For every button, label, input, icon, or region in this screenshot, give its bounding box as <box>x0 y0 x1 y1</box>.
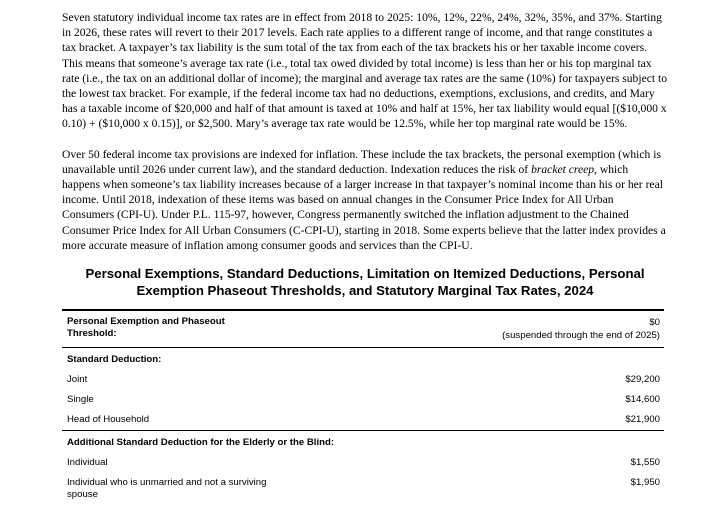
table-row-personal-exemption <box>62 311 664 348</box>
personal-exemption-value-cell <box>502 316 660 342</box>
paragraph-tax-rates: Seven statutory individual income tax rates are in effect from 2018 to 2025: 10%, 12%, 22%, 24%, 32%, 35%, and 37%. Starting in 2026, these rates will revert to their 2017 levels. Each rate applies to a different range of income, and that range constitutes a tax bracket. A taxpayer’s tax liability is the sum total of the tax from each of the tax brackets his or her taxable income covers. This means that someone’s average tax rate (i.e., total tax owed divided by total income) is less than her or his top marginal tax rate (i.e., the tax on an additional dollar of income); the marginal and average tax rates are the same (10%) for taxpayers subject to the lowest tax bracket. For example, if the federal income tax had no deductions, exemptions, exclusions, and credits, and Mary has a taxable income of $20,000 and half of that amount is taxed at 10% and half at 15%, her tax liability would equal [($10,000 x 0.10) + ($10,000 x 0.15)], or $2,500. Mary’s average tax rate would be 12.5%, while her top marginal rate would be 15%. <box>62 11 667 131</box>
row-label-unmarried-individual: Individual who is unmarried and not a surviving spouse <box>67 477 267 501</box>
row-label-single: Single <box>67 394 94 406</box>
row-value-unmarried-individual: $1,950 <box>630 477 660 489</box>
paragraph-indexation-part-2: , which happens when someone’s tax liability increases because of a larger increase in that taxpayer’s nominal income than his or her real income. Until 2018, indexation of these items was based on annual changes in the Consumer Price Index for All Urban Consumers (CPI-U). Under P.L. 115-97, however, Congress permanently switched the inflation adjustment to the Chained Consumer Price Index for All Urban Consumers (C-CPI-U), starting in 2018. Some experts believe that the latter index provides a more accurate measure of inflation among consumer goods and services than the CPI-U. <box>62 162 666 252</box>
paragraph-indexation <box>62 147 668 253</box>
table-row <box>62 390 664 410</box>
table-row <box>62 410 664 430</box>
row-value-joint: $29,200 <box>625 374 660 386</box>
tax-parameters-table <box>62 309 664 505</box>
row-label-head-of-household: Head of Household <box>67 414 150 426</box>
table-row <box>62 473 664 505</box>
table-title: Personal Exemptions, Standard Deductions, Limitation on Itemized Deductions, Personal Exemption Phaseout Thresholds, and Statutory Marginal Tax Rates, 2024 <box>85 266 645 298</box>
row-label-individual: Individual <box>67 457 108 469</box>
table-row <box>62 453 664 473</box>
additional-deduction-heading: Additional Standard Deduction for the Elderly or the Blind: <box>67 437 335 449</box>
personal-exemption-value: $0 <box>649 317 660 329</box>
row-label-joint: Joint <box>67 374 88 386</box>
standard-deduction-section <box>62 348 664 431</box>
bracket-creep-term: bracket creep <box>531 162 595 176</box>
personal-exemption-note: (suspended through the end of 2025) <box>502 330 660 342</box>
document-page <box>62 10 668 505</box>
additional-deduction-section <box>62 431 664 505</box>
table-row <box>62 370 664 390</box>
standard-deduction-heading: Standard Deduction: <box>67 354 162 366</box>
row-value-individual: $1,550 <box>630 457 660 469</box>
row-value-head-of-household: $21,900 <box>625 414 660 426</box>
paragraph-indexation-part-1: Over 50 federal income tax provisions are indexed for inflation. These include the tax brackets, the personal exemption (which is unavailable until 2026 under current law), and the standard deduction. Indexation reduces the risk of <box>62 147 661 176</box>
personal-exemption-label: Personal Exemption and Phaseout Threshold: <box>67 316 225 340</box>
row-value-single: $14,600 <box>625 394 660 406</box>
